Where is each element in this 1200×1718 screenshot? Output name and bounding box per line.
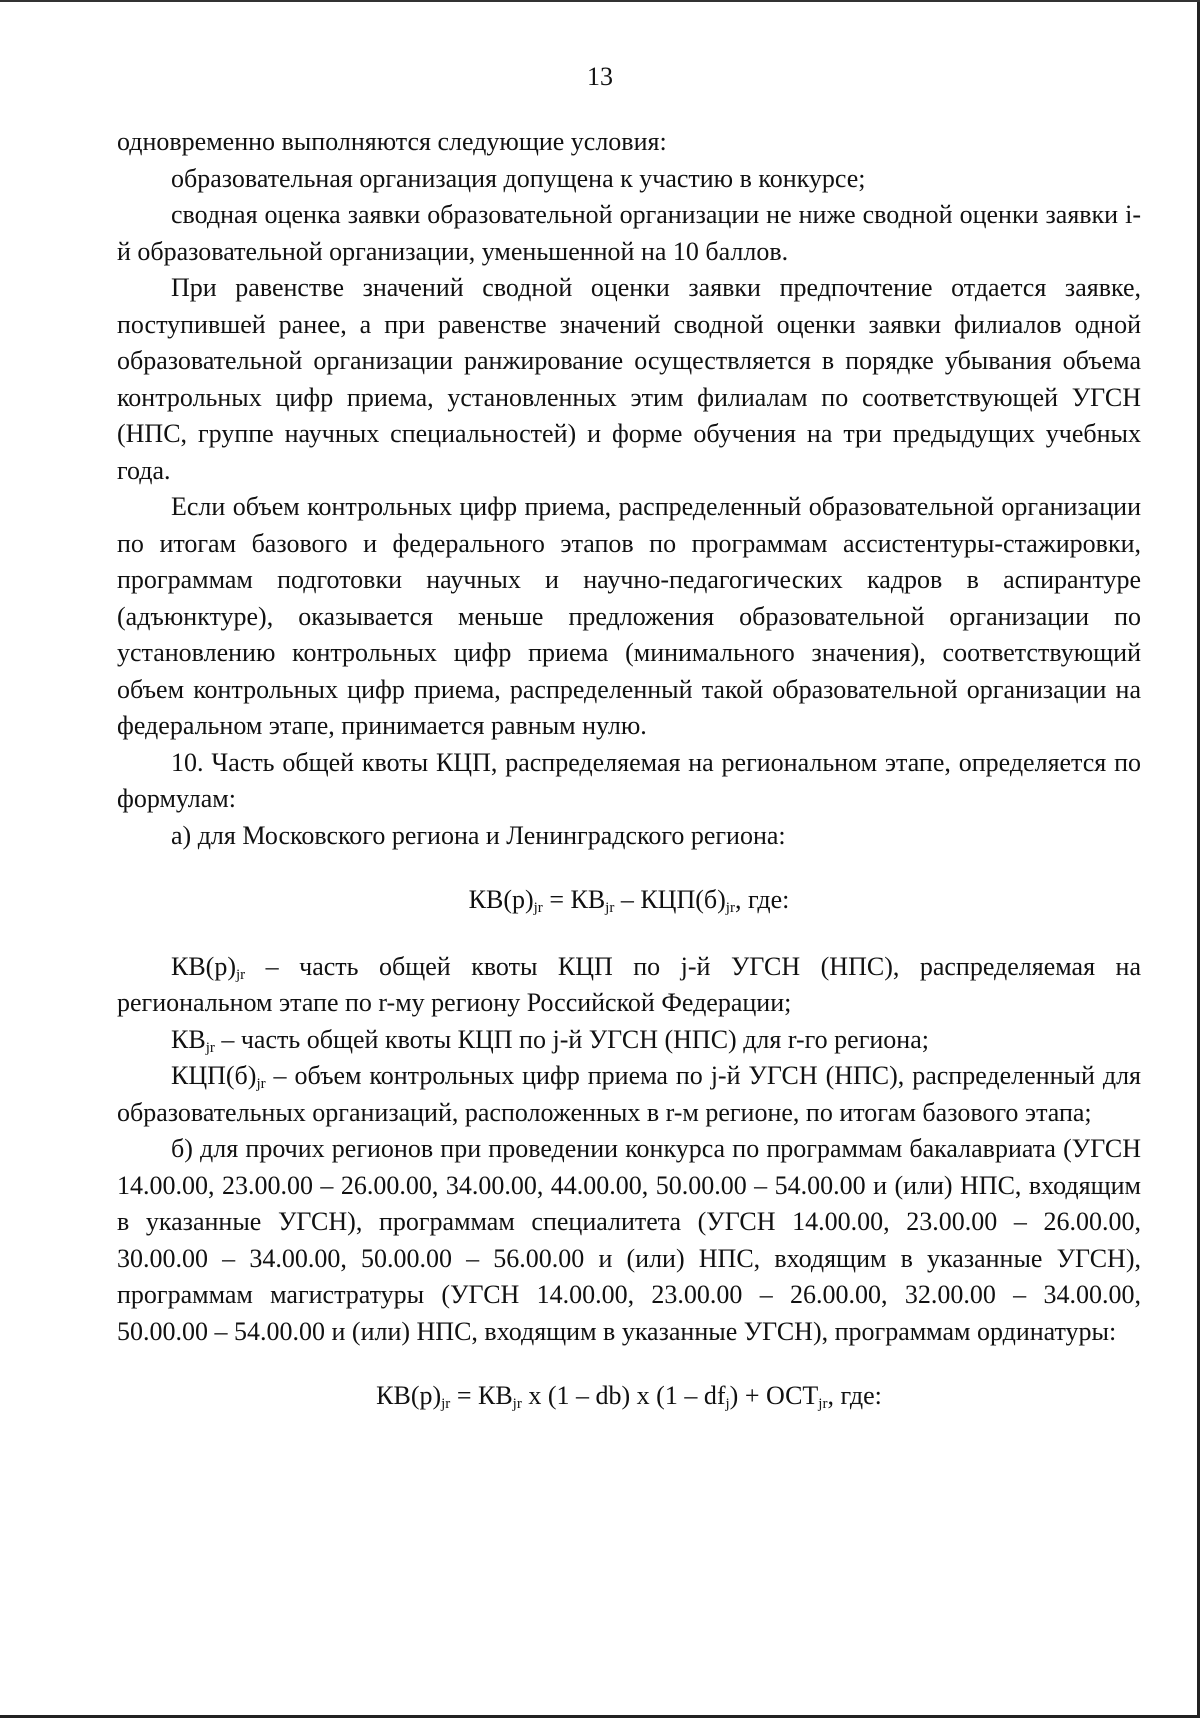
- formula2-sub: jr: [441, 1396, 451, 1412]
- formula1-tail: , где:: [734, 885, 790, 914]
- paragraph-condition-2: сводная оценка заявки образовательной организации не ниже сводной оценки заявки i-й образовательной организации, уменьшенной на 10 баллов.: [117, 200, 1141, 266]
- definition-kv: [117, 1022, 1141, 1059]
- formula1-sub: jr: [725, 900, 735, 916]
- formula2-sub: jr: [512, 1396, 522, 1412]
- document-body: [117, 124, 1141, 1445]
- formula-moscow-leningrad: [117, 882, 1141, 919]
- definition-sub: jr: [236, 966, 246, 983]
- definition-sub: jr: [256, 1076, 266, 1092]
- definition-sub: jr: [205, 1039, 215, 1056]
- paragraph-item-a: а) для Московского региона и Ленинградского региона:: [171, 820, 786, 850]
- definition-text: – часть общей квоты КЦП по j-й УГСН (НПС) для r-го региона;: [214, 1024, 929, 1054]
- formula2-kv: = КВ: [450, 1381, 513, 1410]
- formula1-kcp: – КЦП(б): [614, 885, 726, 914]
- formula2-sub-j: j: [725, 1396, 730, 1412]
- formula1-kv: = КВ: [542, 885, 606, 914]
- formula1-sub: jr: [605, 900, 615, 916]
- paragraph-condition-1: образовательная организация допущена к участию в конкурсе;: [171, 163, 866, 193]
- formula2-factors: х (1 – db) х (1 – df: [521, 1381, 726, 1410]
- formula2-ost: ) + ОСТ: [729, 1381, 819, 1410]
- page-number: 13: [587, 62, 613, 91]
- formula2-tail: , где:: [827, 1381, 882, 1410]
- definition-text: – часть общей квоты КЦП по j-й УГСН (НПС), распределяемая на региональном этапе по r-му региону Российской Федерации;: [117, 951, 1141, 1017]
- definition-kcp-b: [117, 1058, 1141, 1131]
- definition-term: КЦП(б): [171, 1061, 257, 1090]
- paragraph-equal-scores: При равенстве значений сводной оценки заявки предпочтение отдается заявке, поступившей ранее, а при равенстве значений сводной оценки заявки филиалов одной образовательной организации ранжирование осуществляется в порядке убывания объема контрольных цифр приема, установленных этим филиалам по соответствующей УГСН (НПС, группе научных специальностей) и форме обучения на три предыдущих учебных года.: [117, 273, 1141, 485]
- definition-term: КВ(р): [171, 951, 236, 981]
- paragraph-conditions-intro: одновременно выполняются следующие условия:: [117, 127, 667, 156]
- scan-edge: [0, 0, 1200, 2]
- formula2-sub: jr: [818, 1396, 828, 1412]
- definition-text: – объем контрольных цифр приема по j-й УГСН (НПС), распределенный для образовательных организаций, расположенных в r-м регионе, по итогам базового этапа;: [117, 1061, 1141, 1127]
- formula-other-regions: [117, 1378, 1141, 1415]
- definition-term: КВ: [171, 1024, 206, 1054]
- paragraph-item-10: 10. Часть общей квоты КЦП, распределяемая на региональном этапе, определяется по формулам:: [117, 747, 1141, 813]
- formula2-kv-p: КВ(р): [376, 1381, 442, 1410]
- paragraph-kcp-volume: Если объем контрольных цифр приема, распределенный образовательной организации по итогам базового и федерального этапов по программам ассистентуры-стажировки, программам подготовки научных и научно-педагогических кадров в аспирантуре (адъюнктуре), оказывается меньше предложения образовательной организации по установлению контрольных цифр приема (минимального значения), соответствующий объем контрольных цифр приема, распределенный такой образовательной организации на федеральном этапе, принимается равным нулю.: [117, 492, 1141, 740]
- definition-kv-p: [117, 949, 1141, 1022]
- formula1-kv-p: КВ(р): [468, 885, 534, 914]
- paragraph-item-b: б) для прочих регионов при проведении конкурса по программам бакалавриата (УГСН 14.00.00, 23.00.00 – 26.00.00, 34.00.00, 44.00.00, 50.00.00 – 54.00.00 и (или) НПС, входящим в указанные УГСН), программам специалитета (УГСН 14.00.00, 23.00.00 – 26.00.00, 30.00.00 – 34.00.00, 50.00.00 – 56.00.00 и (или) НПС, входящим в указанные УГСН), программам магистратуры (УГСН 14.00.00, 23.00.00 – 26.00.00, 32.00.00 – 34.00.00, 50.00.00 – 54.00.00 и (или) НПС, входящим в указанные УГСН), программам ординатуры:: [117, 1134, 1141, 1346]
- formula1-sub: jr: [533, 900, 543, 916]
